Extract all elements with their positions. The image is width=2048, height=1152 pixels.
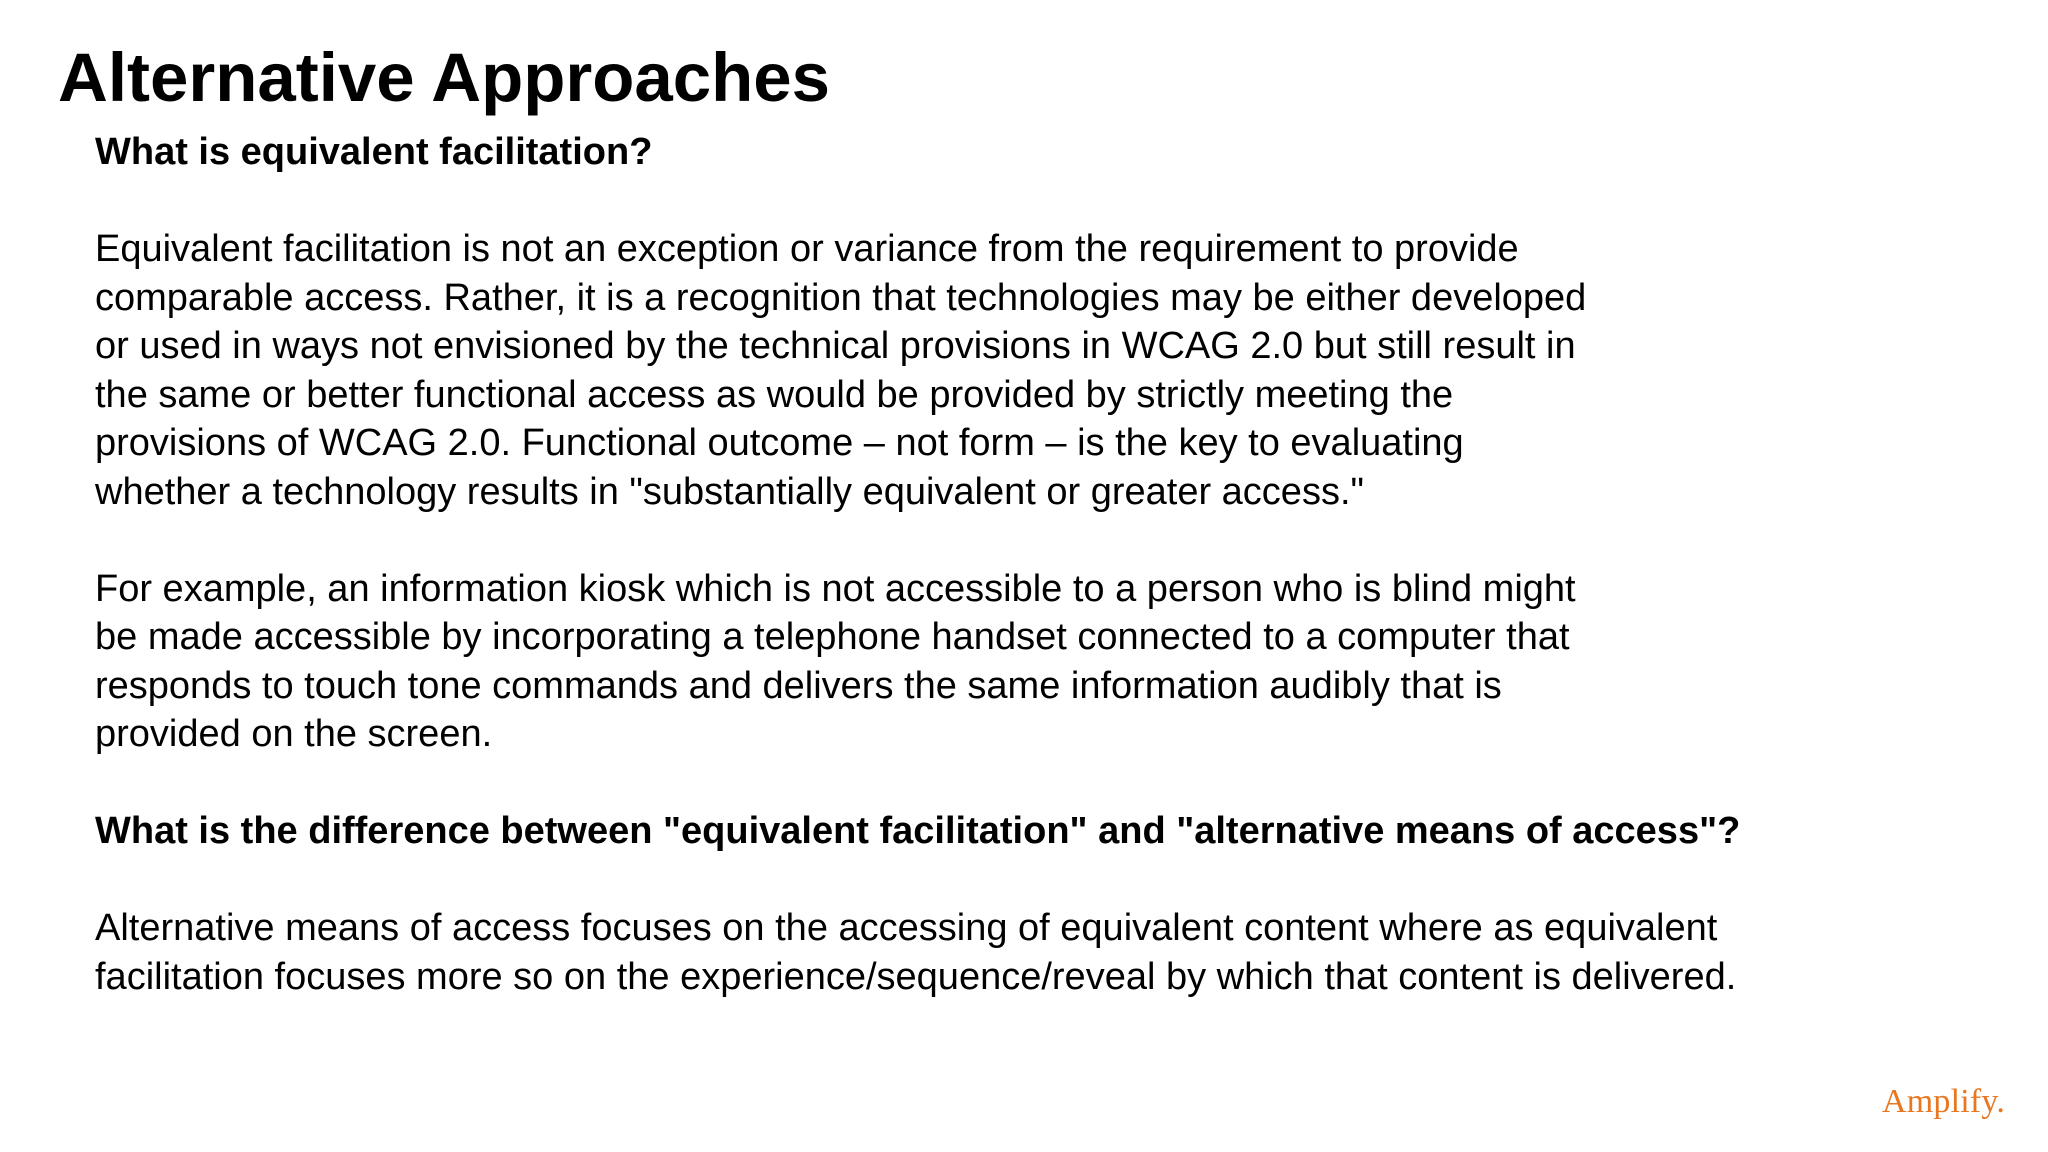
paragraph-definition — [95, 225, 1975, 516]
text-line: or used in ways not envisioned by the technical provisions in WCAG 2.0 but still result in — [95, 325, 1576, 367]
text-line: whether a technology results in "substantially equivalent or greater access." — [95, 470, 1364, 513]
paragraph-spacer — [95, 856, 1975, 905]
slide-title: Alternative Approaches — [58, 39, 831, 116]
text-line: comparable access. Rather, it is a recognition that technologies may be either developed — [95, 276, 1587, 319]
text-line: For example, an information kiosk which is not accessible to a person who is blind might — [95, 567, 1576, 610]
paragraph-spacer — [95, 177, 1975, 226]
text-line: Alternative means of access focuses on the accessing of equivalent content where as equivalent — [95, 907, 1718, 949]
paragraph-difference — [95, 904, 1975, 1001]
text-line: the same or better functional access as would be provided by strictly meeting the — [95, 373, 1454, 416]
amplify-logo: Amplify. — [1882, 1083, 2006, 1120]
question-equivalent-facilitation: What is equivalent facilitation? — [95, 131, 653, 173]
text-line: be made accessible by incorporating a telephone handset connected to a computer that — [95, 616, 1570, 658]
paragraph-example — [95, 565, 1975, 759]
text-line: Equivalent facilitation is not an exception or variance from the requirement to provide — [95, 228, 1519, 270]
paragraph-spacer — [95, 516, 1975, 565]
question-difference: What is the difference between "equivalent facilitation" and "alternative means of access"? — [95, 810, 1741, 852]
text-line: responds to touch tone commands and delivers the same information audibly that is — [95, 664, 1502, 707]
text-line: facilitation focuses more so on the experience/sequence/reveal by which that content is delivered. — [95, 955, 1737, 998]
paragraph-spacer — [95, 759, 1975, 808]
text-line: provided on the screen. — [95, 713, 493, 755]
slide-body — [95, 128, 1975, 1001]
text-line: provisions of WCAG 2.0. Functional outcome – not form – is the key to evaluating — [95, 422, 1464, 464]
